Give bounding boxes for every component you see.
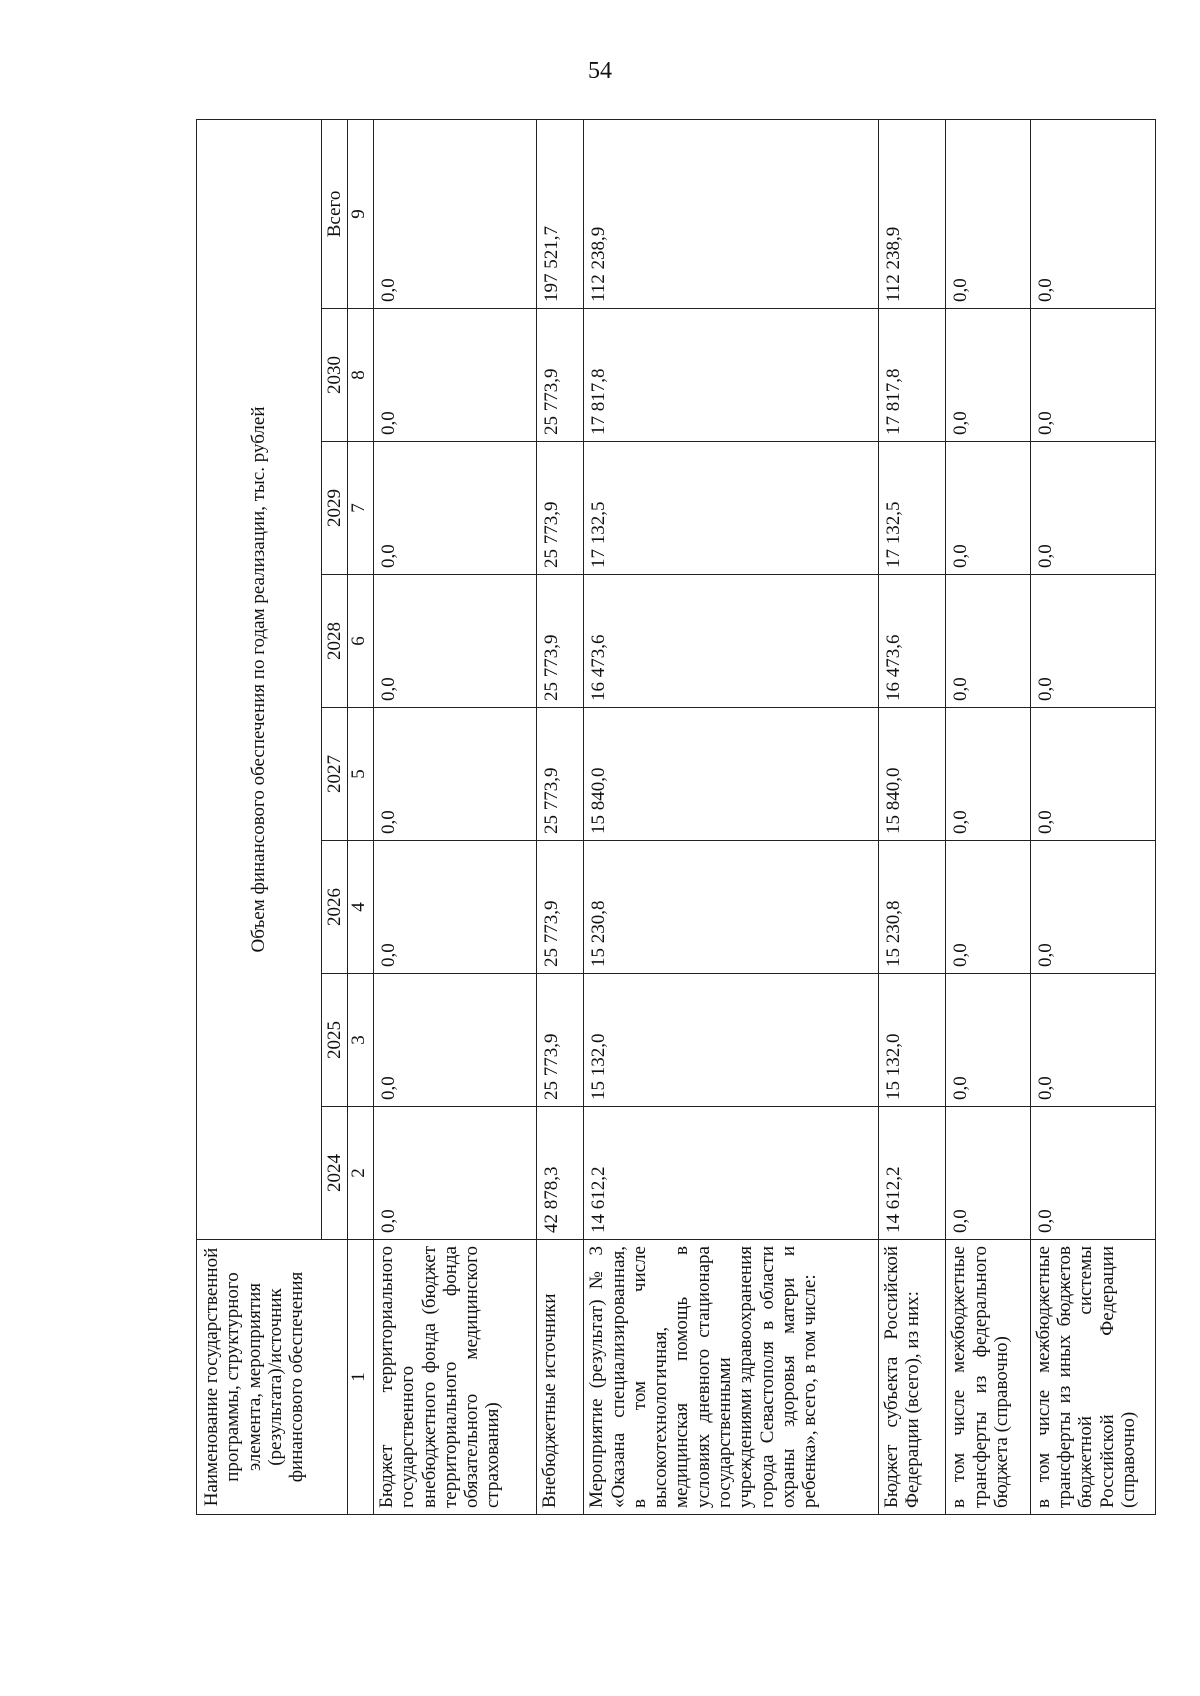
row-name: в том числе межбюджетные трансферты из иных бюджетов бюджетной системы Российской Федерации (справочно) <box>1030 1240 1155 1515</box>
table-row <box>1030 119 1155 1514</box>
cell-value: 0,0 <box>946 841 1030 974</box>
cell-value: 0,0 <box>1030 575 1155 708</box>
page-number: 54 <box>588 58 612 84</box>
year-header: 2026 <box>322 841 348 974</box>
cell-value: 0,0 <box>374 1107 537 1240</box>
row-name: в том числе межбюджетные трансферты из федерального бюджета (справочно) <box>946 1240 1030 1515</box>
cell-value: 0,0 <box>374 974 537 1107</box>
cell-value: 15 132,0 <box>584 974 879 1107</box>
column-number: 8 <box>348 309 374 442</box>
cell-value: 17 132,5 <box>584 442 879 575</box>
financing-group-header: Объем финансового обеспечения по годам реализации, тыс. рублей <box>197 119 322 1239</box>
cell-value: 16 473,6 <box>584 575 879 708</box>
cell-value: 17 817,8 <box>879 309 946 442</box>
rotated-table-container <box>196 120 1156 1515</box>
year-header: 2025 <box>322 974 348 1107</box>
table-row <box>537 119 584 1514</box>
name-column-header: Наименование государственной программы, структурного элемента, мероприятия (результата)/источник финансового обеспечения <box>197 1240 348 1515</box>
table-row <box>879 119 946 1514</box>
cell-value: 42 878,3 <box>537 1107 584 1240</box>
column-number: 9 <box>348 119 374 308</box>
cell-value: 0,0 <box>1030 974 1155 1107</box>
cell-value: 0,0 <box>1030 442 1155 575</box>
cell-value: 15 132,0 <box>879 974 946 1107</box>
column-number: 6 <box>348 575 374 708</box>
year-header: 2027 <box>322 708 348 841</box>
cell-value: 0,0 <box>946 309 1030 442</box>
column-number: 7 <box>348 442 374 575</box>
cell-value: 0,0 <box>1030 309 1155 442</box>
row-name: Бюджет субъекта Российской Федерации (всего), из них: <box>879 1240 946 1515</box>
cell-value: 197 521,7 <box>537 119 584 308</box>
column-number-row <box>348 119 374 1514</box>
cell-value: 0,0 <box>1030 841 1155 974</box>
cell-value: 0,0 <box>374 841 537 974</box>
cell-value: 15 230,8 <box>879 841 946 974</box>
cell-value: 0,0 <box>946 974 1030 1107</box>
cell-value: 0,0 <box>946 708 1030 841</box>
cell-value: 0,0 <box>946 575 1030 708</box>
cell-value: 16 473,6 <box>879 575 946 708</box>
cell-value: 112 238,9 <box>584 119 879 308</box>
financing-table <box>196 119 1156 1515</box>
year-header: 2029 <box>322 442 348 575</box>
cell-value: 0,0 <box>374 575 537 708</box>
table-row <box>374 119 537 1514</box>
cell-value: 25 773,9 <box>537 708 584 841</box>
table-row <box>584 119 879 1514</box>
cell-value: 0,0 <box>946 119 1030 308</box>
row-name: Мероприятие (результат) № 3 «Оказана специализированная, в том числе высокотехнологичная, медицинская помощь в условиях дневного стационара государственными учреждениями здравоохранения города Севастополя в области охраны здоровья матери и ребенка», всего, в том числе: <box>584 1240 879 1515</box>
table-row <box>946 119 1030 1514</box>
cell-value: 0,0 <box>1030 1107 1155 1240</box>
cell-value: 0,0 <box>946 442 1030 575</box>
cell-value: 15 230,8 <box>584 841 879 974</box>
cell-value: 17 817,8 <box>584 309 879 442</box>
year-header: 2028 <box>322 575 348 708</box>
cell-value: 0,0 <box>946 1107 1030 1240</box>
cell-value: 25 773,9 <box>537 841 584 974</box>
cell-value: 0,0 <box>374 442 537 575</box>
cell-value: 14 612,2 <box>584 1107 879 1240</box>
total-header: Всего <box>322 119 348 308</box>
year-header: 2030 <box>322 309 348 442</box>
cell-value: 14 612,2 <box>879 1107 946 1240</box>
cell-value: 25 773,9 <box>537 442 584 575</box>
cell-value: 112 238,9 <box>879 119 946 308</box>
cell-value: 25 773,9 <box>537 309 584 442</box>
year-header: 2024 <box>322 1107 348 1240</box>
column-number: 4 <box>348 841 374 974</box>
cell-value: 0,0 <box>374 309 537 442</box>
cell-value: 0,0 <box>1030 119 1155 308</box>
column-number: 1 <box>348 1240 374 1515</box>
row-name: Внебюджетные источники <box>537 1240 584 1515</box>
row-name: Бюджет территориального государственного внебюджетного фонда (бюджет территориального фонда обязательного медицинского страхования) <box>374 1240 537 1515</box>
cell-value: 15 840,0 <box>584 708 879 841</box>
cell-value: 25 773,9 <box>537 575 584 708</box>
cell-value: 15 840,0 <box>879 708 946 841</box>
header-row-group <box>197 119 322 1514</box>
column-number: 3 <box>348 974 374 1107</box>
cell-value: 25 773,9 <box>537 974 584 1107</box>
cell-value: 17 132,5 <box>879 442 946 575</box>
column-number: 2 <box>348 1107 374 1240</box>
cell-value: 0,0 <box>374 119 537 308</box>
cell-value: 0,0 <box>374 708 537 841</box>
cell-value: 0,0 <box>1030 708 1155 841</box>
column-number: 5 <box>348 708 374 841</box>
